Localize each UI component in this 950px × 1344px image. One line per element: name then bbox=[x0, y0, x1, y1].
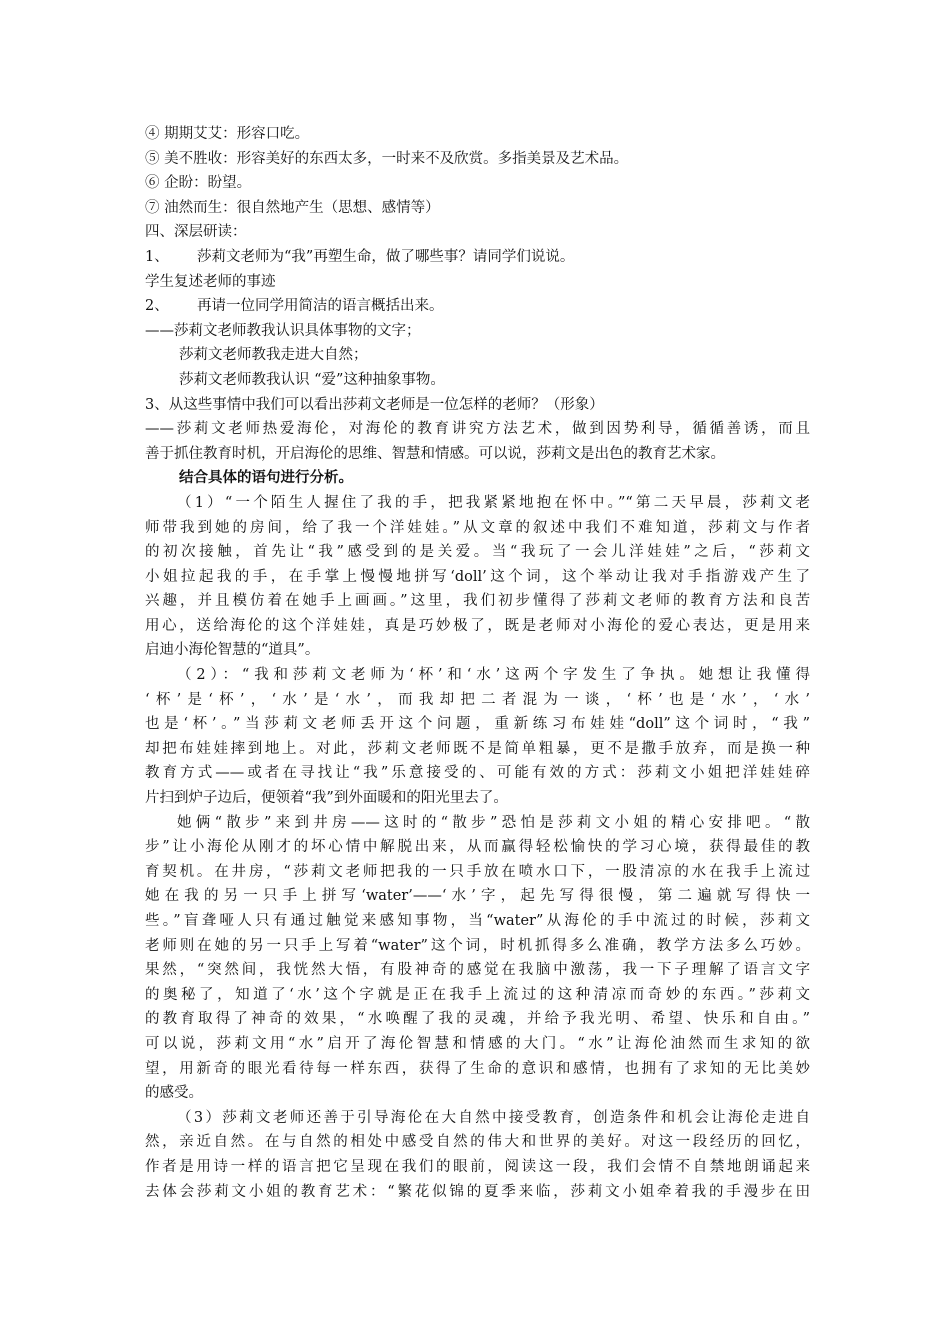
answer-line: 莎莉文老师教我认识 “爱”这种抽象事物。 bbox=[179, 371, 445, 388]
vocab-item: ⑤ 美不胜收：形容美好的东西太多，一时来不及欣赏。多指美景及艺术品。 bbox=[145, 150, 629, 167]
question-number: 2、 bbox=[145, 298, 169, 315]
paragraph-4 bbox=[145, 1106, 810, 1204]
text-line: 启迪小海伦智慧的“道具”。 bbox=[145, 642, 320, 659]
vocab-item: ⑦ 油然而生：很自然地产生（思想、感情等） bbox=[145, 199, 440, 216]
text-line: 也是‘杯’。”当莎莉文老师丢开这个问题，重新练习布娃娃“doll”这个词时，“我” bbox=[145, 716, 810, 733]
question-number: 1、 bbox=[145, 248, 169, 265]
document-page bbox=[145, 122, 810, 1204]
paragraph-1 bbox=[145, 491, 810, 663]
text-line: 些。”盲聋哑人只有通过触觉来感知事物，当“water”从海伦的手中流过的时候，莎莉文 bbox=[145, 913, 810, 929]
text-line: 的奥秘了，知道了‘水’这个字就是正在我手上流过的这种清凉而奇妙的东西。”莎莉文 bbox=[145, 986, 810, 1003]
text-line: ‘杯’是‘杯’，‘水’是‘水’，而我却把二者混为一谈，‘杯’也是‘水’，‘水’ bbox=[145, 691, 810, 708]
text-line: ——莎莉文老师热爱海伦，对海伦的教育讲究方法艺术，做到因势利导，循循善诱，而且 bbox=[145, 421, 810, 438]
question-3-answer bbox=[145, 417, 810, 466]
text-line: 她俩“散步”来到井房——这时的“散步”恐怕是莎莉文小姐的精心安排吧。“散 bbox=[177, 814, 810, 831]
text-line: 然，亲近自然。在与自然的相处中感受自然的伟大和世界的美好。对这一段经历的回忆， bbox=[145, 1134, 810, 1151]
vocab-item: ⑥ 企盼：盼望。 bbox=[145, 175, 252, 192]
text-line: 育契机。在井房，“莎莉文老师把我的一只手放在喷水口下，一股清凉的水在我手上流过 bbox=[145, 863, 810, 880]
vocab-item: ④ 期期艾艾：形容口吃。 bbox=[145, 126, 310, 142]
text-line: （2）：“我和莎莉文老师为‘杯’和‘水’这两个字发生了争执。她想让我懂得 bbox=[177, 667, 810, 684]
text-line: 兴趣，并且模仿着在她手上画画。”这里，我们初步懂得了莎莉文老师的教育方法和良苦 bbox=[145, 593, 810, 610]
section-title: 四、深层研读： bbox=[145, 224, 247, 241]
question-3: 3、从这些事情中我们可以看出莎莉文老师是一位怎样的老师？（形象） bbox=[145, 396, 604, 413]
text-line: 果然，“突然间，我恍然大悟，有股神奇的感觉在我脑中激荡，我一下子理解了语言文字 bbox=[145, 962, 810, 979]
question-1 bbox=[145, 245, 810, 270]
analysis-heading: 结合具体的语句进行分析。 bbox=[179, 469, 353, 487]
text-line: 步”让小海伦从刚才的坏心情中解脱出来，从而赢得轻松愉快的学习心境，获得最佳的教 bbox=[145, 839, 810, 856]
text-line: 师带我到她的房间，给了我一个洋娃娃。”从文章的叙述中我们不难知道，莎莉文与作者 bbox=[145, 519, 810, 536]
paragraph-2 bbox=[145, 663, 810, 811]
text-line: （1）“一个陌生人握住了我的手，把我紧紧地抱在怀中。”“第二天早晨，莎莉文老 bbox=[177, 494, 810, 511]
text-line: 望，用新奇的眼光看待每一样东西，获得了生命的意识和感情，也拥有了求知的无比美妙 bbox=[145, 1060, 810, 1077]
text-line: 的教育取得了神奇的效果，“水唤醒了我的灵魂，并给予我光明、希望、快乐和自由。” bbox=[145, 1011, 810, 1028]
text-line: 老师则在她的另一只手上写着“water”这个词，时机抓得多么准确，教学方法多么巧妙。 bbox=[145, 937, 810, 954]
paragraph-3 bbox=[145, 811, 810, 1106]
text-line: 的感受。 bbox=[145, 1085, 203, 1102]
text-line: 片扫到炉子边后，便领着“我”到外面暖和的阳光里去了。 bbox=[145, 790, 508, 807]
question-text: 莎莉文老师为“我”再塑生命，做了哪些事？请同学们说说。 bbox=[197, 248, 575, 265]
text-line: 的初次接触，首先让“我”感受到的是关爱。当“我玩了一会儿洋娃娃”之后，“莎莉文 bbox=[145, 544, 810, 561]
text-line: 善于抓住教育时机，开启海伦的思维、智慧和情感。可以说，莎莉文是出色的教育艺术家。 bbox=[145, 445, 725, 462]
text-line: 可以说，莎莉文用“水”启开了海伦智慧和情感的大门。“水”让海伦油然而生求知的欲 bbox=[145, 1035, 810, 1052]
text-line: 教育方式——或者在寻找让“我”乐意接受的、可能有效的方式：莎莉文小姐把洋娃娃碎 bbox=[145, 765, 810, 782]
text-line: 用心，送给海伦的这个洋娃娃，真是巧妙极了，既是老师对小海伦的爱心表达，更是用来 bbox=[145, 617, 810, 634]
question-1-answer: 学生复述老师的事迹 bbox=[145, 273, 276, 290]
text-line: 小姐拉起我的手，在手掌上慢慢地拼写‘doll’这个词，这个举动让我对手指游戏产生了 bbox=[145, 568, 810, 585]
answer-line: 莎莉文老师教我走进大自然； bbox=[179, 347, 368, 364]
text-line: （3）莎莉文老师还善于引导海伦在大自然中接受教育，创造条件和机会让海伦走进自 bbox=[177, 1109, 810, 1126]
answer-line: ——莎莉文老师教我认识具体事物的文字； bbox=[145, 322, 421, 339]
question-2 bbox=[145, 294, 810, 319]
text-line: 作者是用诗一样的语言把它呈现在我们的眼前，阅读这一段，我们会情不自禁地朗诵起来 bbox=[145, 1158, 810, 1175]
question-text: 再请一位同学用简洁的语言概括出来。 bbox=[197, 298, 444, 315]
text-line: 去体会莎莉文小姐的教育艺术：“繁花似锦的夏季来临，莎莉文小姐牵着我的手漫步在田 bbox=[145, 1183, 810, 1200]
text-line: 却把布娃娃摔到地上。对此，莎莉文老师既不是简单粗暴，更不是撒手放弃，而是换一种 bbox=[145, 740, 810, 757]
text-line: 她在我的另一只手上拼写‘water’——‘水’字，起先写得很慢，第二遍就写得快一 bbox=[145, 888, 810, 905]
